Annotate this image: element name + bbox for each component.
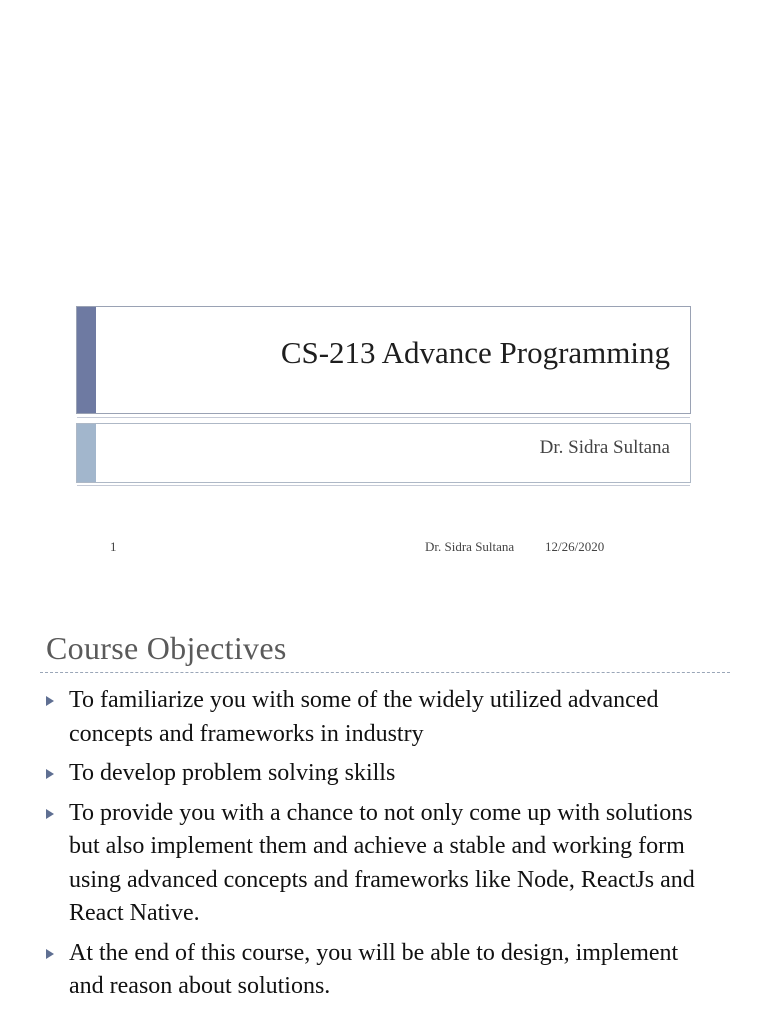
triangle-bullet-icon bbox=[46, 696, 54, 706]
list-item-text: To develop problem solving skills bbox=[69, 760, 396, 786]
slide-title: CS-213 Advance Programming bbox=[280, 335, 670, 370]
list-item-text: At the end of this course, you will be able to design, implement and reason about solutions. bbox=[69, 939, 679, 999]
list-item-text: To familiarize you with some of the widely utilized advanced concepts and frameworks in industry bbox=[69, 687, 659, 747]
triangle-bullet-icon bbox=[46, 809, 54, 819]
slide-number: 1 bbox=[110, 539, 117, 554]
list-item-text: To provide you with a chance to not only come up with solutions but also implement them and achieve a stable and working form using advanced concepts and frameworks like Node, ReactJs and React Native. bbox=[69, 799, 695, 926]
list-item bbox=[46, 937, 706, 1004]
list-item bbox=[46, 797, 706, 931]
title-divider bbox=[40, 672, 730, 673]
triangle-bullet-icon bbox=[46, 949, 54, 959]
slide-2-title: Course Objectives bbox=[46, 630, 287, 666]
list-item bbox=[46, 757, 706, 791]
slide-2 bbox=[0, 576, 768, 1024]
footer-author: Dr. Sidra Sultana bbox=[425, 539, 515, 554]
title-accent-bar bbox=[77, 307, 96, 413]
slide-subtitle: Dr. Sidra Sultana bbox=[539, 437, 670, 458]
title-box bbox=[76, 306, 691, 414]
list-item bbox=[46, 684, 706, 751]
objectives-list bbox=[46, 684, 706, 1010]
footer-date: 12/26/2020 bbox=[545, 539, 605, 554]
subtitle-accent-bar bbox=[77, 424, 96, 482]
triangle-bullet-icon bbox=[46, 769, 54, 779]
subtitle-box bbox=[76, 423, 691, 483]
